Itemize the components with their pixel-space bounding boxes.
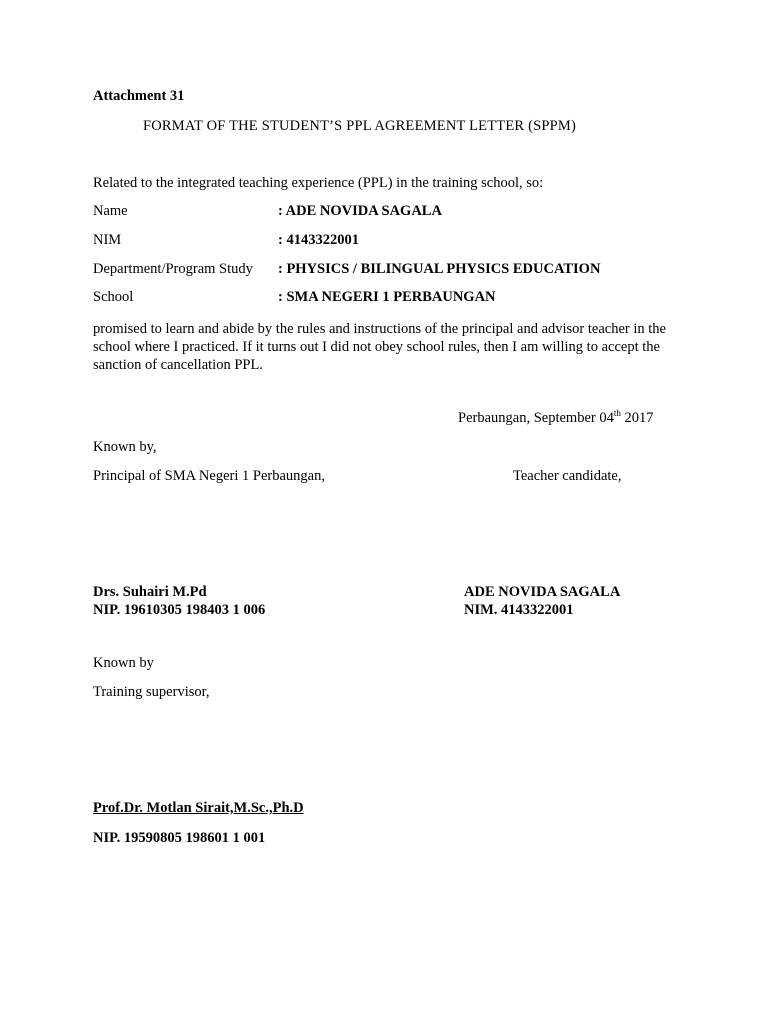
known-by-label-2: Known by: [93, 655, 154, 671]
field-value-nim: : 4143322001: [278, 232, 359, 248]
document-title: FORMAT OF THE STUDENT’S PPL AGREEMENT LETTER (SPPM): [143, 118, 577, 134]
candidate-nim: NIM. 4143322001: [464, 602, 574, 618]
field-value-name: : ADE NOVIDA SAGALA: [278, 203, 442, 219]
supervisor-name: Prof.Dr. Motlan Sirait,M.Sc.,Ph.D: [93, 800, 304, 816]
date-year: 2017: [620, 410, 654, 426]
place-date: [458, 410, 653, 427]
field-label-department: Department/Program Study: [93, 261, 253, 277]
principal-role: Principal of SMA Negeri 1 Perbaungan,: [93, 468, 325, 484]
attachment-label: Attachment 31: [93, 88, 185, 104]
candidate-name: ADE NOVIDA SAGALA: [464, 584, 621, 600]
intro-text: Related to the integrated teaching experience (PPL) in the training school, so:: [93, 175, 544, 191]
field-value-school: : SMA NEGERI 1 PERBAUNGAN: [278, 289, 496, 305]
candidate-role: Teacher candidate,: [513, 468, 622, 484]
date-suffix: th: [613, 408, 621, 418]
field-label-school: School: [93, 289, 134, 305]
supervisor-nip: NIP. 19590805 198601 1 001: [93, 830, 266, 846]
known-by-label: Known by,: [93, 439, 157, 455]
principal-nip: NIP. 19610305 198403 1 006: [93, 602, 266, 618]
field-label-nim: NIM: [93, 232, 122, 248]
field-label-name: Name: [93, 203, 128, 219]
statement-paragraph: promised to learn and abide by the rules and instructions of the principal and advisor teacher in the school where I practiced. If it turns out I did not obey school rules, then I am willing to accept the sanction of cancellation PPL.: [93, 321, 666, 373]
supervisor-role: Training supervisor,: [93, 684, 210, 700]
field-value-department: : PHYSICS / BILINGUAL PHYSICS EDUCATION: [278, 261, 601, 277]
date-prefix: Perbaungan, September 04: [458, 410, 614, 426]
principal-name: Drs. Suhairi M.Pd: [93, 584, 207, 600]
